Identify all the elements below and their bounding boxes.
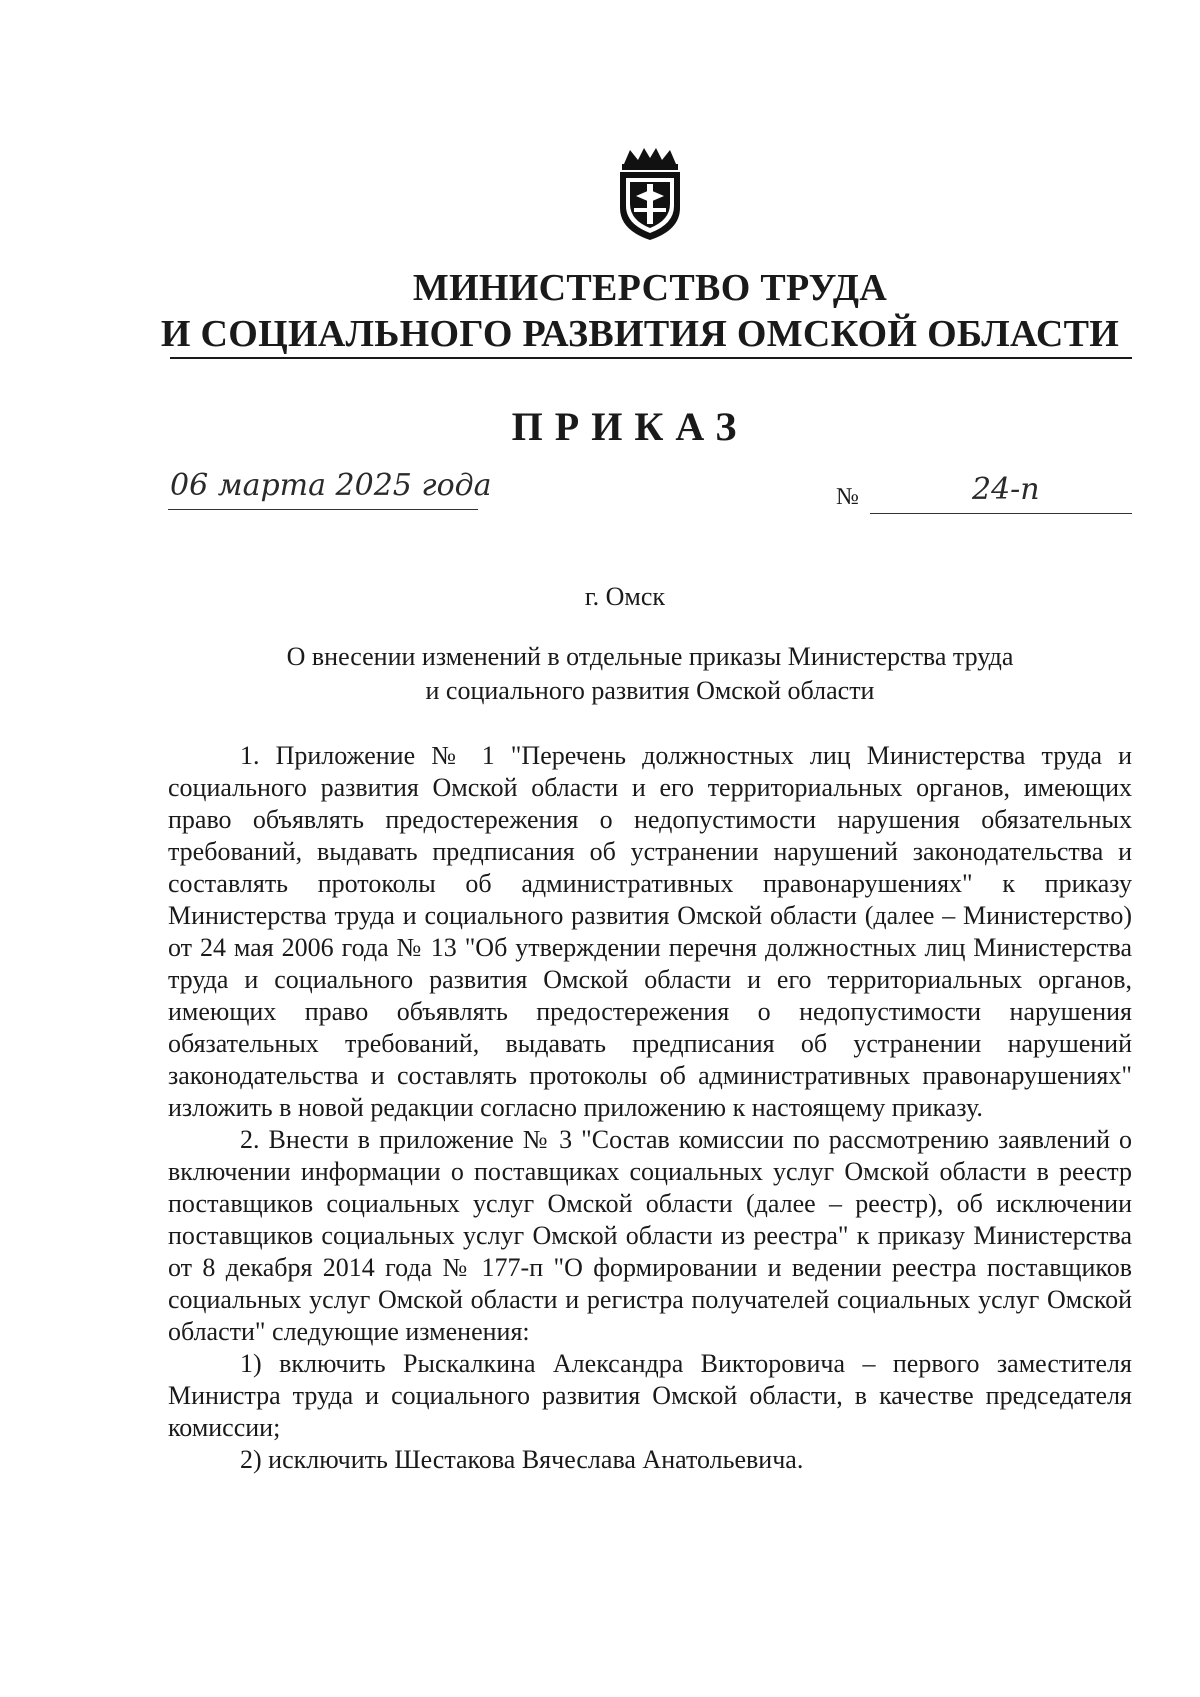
paragraph-2: 2. Внести в приложение № 3 "Состав комиссии по рассмотрению заявлений о включении информации о поставщиках социальных услуг Омской области в реестр поставщиков социальных услуг Омской области (далее – реестр), об исключении поставщиков социальных услуг Омской области из реестра" к приказу Министерства от 8 декабря 2014 года № 177-п "О формировании и ведении реестра поставщиков социальных услуг Омской области и регистра получателей социальных услуг Омской области" следующие изменения:: [168, 1125, 1132, 1346]
paragraph-4: 2) исключить Шестакова Вячеслава Анатольевича.: [240, 1445, 804, 1474]
date-underline: [168, 509, 478, 510]
document-type-title: ПРИКАЗ: [511, 404, 749, 449]
number-underline: [870, 513, 1132, 514]
subject-line-2: и социального развития Омской области: [425, 676, 875, 705]
city-label: г. Омск: [584, 582, 666, 611]
handwritten-number: 24-п: [972, 472, 1040, 507]
paragraph-3: 1) включить Рыскалкина Александра Викторовича – первого заместителя Министра труда и социального развития Омской области, в качестве председателя комиссии;: [168, 1349, 1132, 1442]
header-divider: [170, 357, 1132, 359]
document-body: [168, 740, 1132, 1476]
number-label: №: [836, 484, 859, 510]
handwritten-date: 06 марта 2025 года: [170, 468, 492, 503]
ministry-name-line1: МИНИСТЕРСТВО ТРУДА: [412, 267, 888, 309]
ministry-name-line2: И СОЦИАЛЬНОГО РАЗВИТИЯ ОМСКОЙ ОБЛАСТИ: [160, 313, 1120, 355]
document-subject: [220, 640, 1080, 708]
coat-of-arms-icon: [612, 146, 688, 242]
subject-line-1: О внесении изменений в отдельные приказы Министерства труда: [286, 642, 1014, 671]
paragraph-1: 1. Приложение № 1 "Перечень должностных лиц Министерства труда и социального развития Омской области и его территориальных органов, имеющих право объявлять предостережения о недопустимости нарушения обязательных требований, выдавать предписания об устранении нарушений законодательства и составлять протоколы об административных правонарушениях" к приказу Министерства труда и социального развития Омской области (далее – Министерство) от 24 мая 2006 года № 13 "Об утверждении перечня должностных лиц Министерства труда и социального развития Омской области и его территориальных органов, имеющих право объявлять предостережения о недопустимости нарушения обязательных требований, выдавать предписания об устранении нарушений законодательства и составлять протоколы об административных правонарушениях" изложить в новой редакции согласно приложению к настоящему приказу.: [168, 741, 1132, 1122]
